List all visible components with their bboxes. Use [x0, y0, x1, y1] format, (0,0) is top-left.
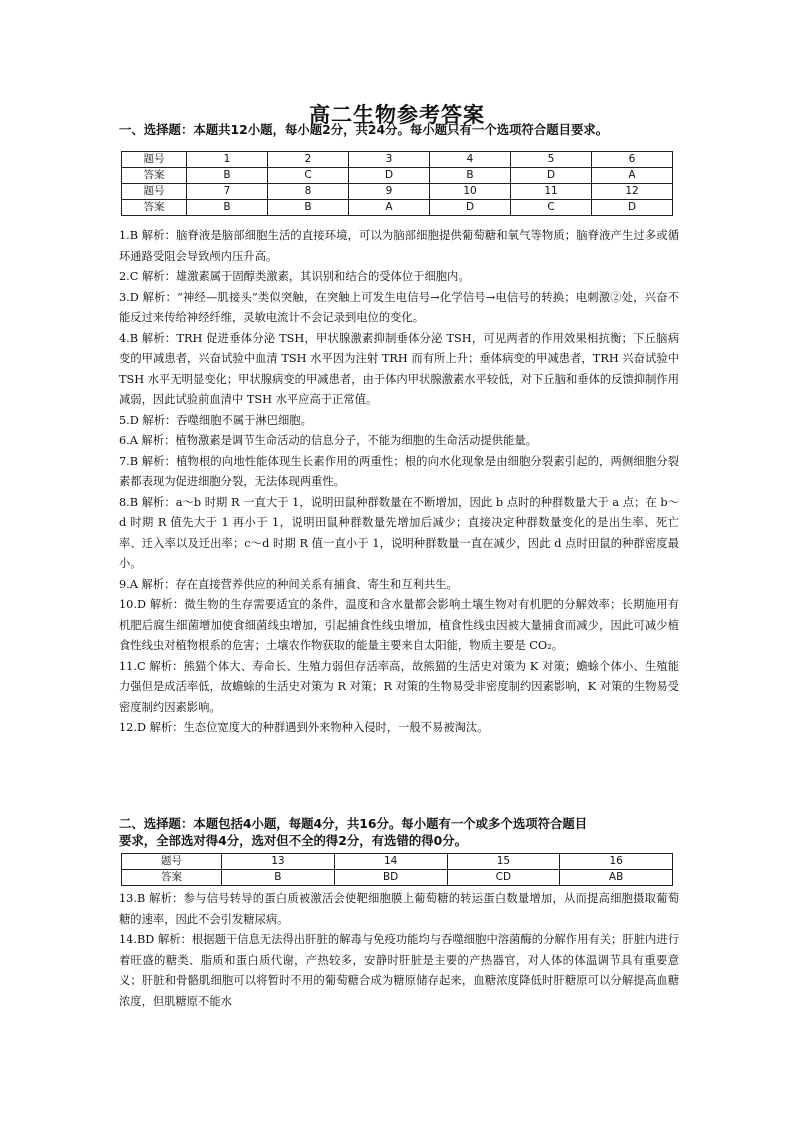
explanation-item: 11.C 解析：熊猫个体大、寿命长、生殖力弱但存活率高，故熊猫的生活史对策为 K 对策；蟾蜍个体小、生殖能力强但是成活率低，故蟾蜍的生活史对策为 R 对策；R 对策的生物易受非密度制约因素影响，K 对策的生物易受密度制约因素影响。	[119, 659, 679, 714]
explanation-item: 12.D 解析：生态位宽度大的种群遇到外来物种入侵时，一般不易被淘汰。	[119, 721, 489, 734]
table-cell: B	[187, 200, 268, 216]
explanation-item: 3.D 解析：“神经—肌接头”类似突触，在突触上可发生电信号→化学信号→电信号的转换；电刺激②处，兴奋不能反过来传给神经纤维，灵敏电流计不会记录到电位的变化。	[119, 290, 679, 324]
table-row	[122, 200, 673, 216]
table-cell: 8	[268, 184, 349, 200]
table-cell: 3	[349, 152, 430, 168]
table-cell: C	[511, 200, 592, 216]
table-cell: 题号	[122, 152, 187, 168]
explanation-item: 4.B 解析：TRH 促进垂体分泌 TSH，甲状腺激素抑制垂体分泌 TSH，可见两者的作用效果相抗衡；下丘脑病变的甲减患者，兴奋试验中血清 TSH 水平因为注射 TRH 而有所上升；垂体病变的甲减患者，TRH 兴奋试验中 TSH 水平无明显变化；甲状腺病变的甲减患者，由于体内甲状腺激素水平较低，对下丘脑和垂体的反馈抑制作用减弱，因此试验前血清中 TSH 水平应高于正常值。	[119, 331, 679, 406]
section1-explanations	[119, 226, 679, 739]
table-cell: D	[430, 200, 511, 216]
table-cell: 10	[430, 184, 511, 200]
table-cell: D	[592, 200, 673, 216]
table-cell: 7	[187, 184, 268, 200]
table-cell: D	[349, 168, 430, 184]
table-row	[122, 168, 673, 184]
table-row	[122, 184, 673, 200]
table-cell: A	[592, 168, 673, 184]
table-row	[122, 152, 673, 168]
table-cell: BD	[334, 870, 447, 886]
table-cell: B	[187, 168, 268, 184]
table-cell: 15	[447, 854, 560, 870]
section2-answer-table	[121, 853, 673, 886]
table-cell: 12	[592, 184, 673, 200]
section1-heading: 一、选择题：本题共12小题，每小题2分，共24分。每小题只有一个选项符合题目要求。	[119, 122, 609, 137]
explanation-item: 13.B 解析：参与信号转导的蛋白质被激活会使靶细胞膜上葡萄糖的转运蛋白数量增加，从而提高细胞摄取葡萄糖的速率，因此不会引发糖尿病。	[119, 892, 679, 926]
section2-explanations	[119, 889, 679, 1012]
section2-heading-line2: 要求，全部选对得4分，选对但不全的得2分，有选错的得0分。	[119, 833, 468, 848]
table-cell: D	[511, 168, 592, 184]
table-cell: 题号	[122, 184, 187, 200]
table-cell: 答案	[122, 200, 187, 216]
table-row	[122, 854, 673, 870]
explanation-item: 14.BD 解析：根据题干信息无法得出肝脏的解毒与免疫功能均与吞噬细胞中溶菌酶的分解作用有关；肝脏内进行着旺盛的糖类、脂质和蛋白质代谢，产热较多，安静时肝脏是主要的产热器官，对人体的体温调节具有重要意义；肝脏和骨骼肌细胞可以将暂时不用的葡萄糖合成为糖原储存起来，血糖浓度降低时肝糖原可以分解提高血糖浓度，但肌糖原不能水	[119, 933, 679, 1008]
table-cell: 11	[511, 184, 592, 200]
table-cell: A	[349, 200, 430, 216]
section1-answer-table	[121, 151, 673, 216]
table-cell: 9	[349, 184, 430, 200]
explanation-item: 1.B 解析：脑脊液是脑部细胞生活的直接环境，可以为脑部细胞提供葡萄糖和氧气等物质；脑脊液产生过多或循环通路受阻会导致颅内压升高。	[119, 229, 679, 263]
table-cell: 4	[430, 152, 511, 168]
table-cell: 16	[560, 854, 673, 870]
explanation-item: 10.D 解析：微生物的生存需要适宜的条件，温度和含水量都会影响土壤生物对有机肥的分解效率；长期施用有机肥后腐生细菌增加使食细菌线虫增加，引起捕食性线虫增加，植食性线虫因被大量捕食而减少，因此可减少植食性线虫对植物根系的危害；土壤农作物获取的能量主要来自太阳能，物质主要是 CO₂。	[119, 598, 679, 652]
table-cell: B	[430, 168, 511, 184]
table-cell: C	[268, 168, 349, 184]
table-cell: 13	[222, 854, 335, 870]
explanation-item: 7.B 解析：植物根的向地性能体现生长素作用的两重性；根的向水化现象是由细胞分裂素引起的，两侧细胞分裂素都表现为促进细胞分裂，无法体现两重性。	[119, 454, 679, 488]
explanation-item: 5.D 解析：吞噬细胞不属于淋巴细胞。	[119, 413, 312, 427]
table-cell: B	[268, 200, 349, 216]
table-cell: 2	[268, 152, 349, 168]
explanation-item: 2.C 解析：雄激素属于固醇类激素，其识别和结合的受体位于细胞内。	[119, 270, 470, 283]
explanation-item: 8.B 解析：a～b 时期 R 一直大于 1，说明田鼠种群数量在不断增加，因此 b 点时的种群数量大于 a 点；在 b～d 时期 R 值先大于 1 再小于 1，说明田鼠种群数量先增加后减少；直接决定种群数量变化的是出生率、死亡率、迁入率以及迁出率；c～d 时期 R 值一直小于 1，说明种群数量一直在减少，因此 d 点时田鼠的种群密度最小。	[119, 495, 679, 570]
table-row	[122, 870, 673, 886]
table-cell: 答案	[122, 168, 187, 184]
table-cell: 1	[187, 152, 268, 168]
table-cell: B	[222, 870, 335, 886]
explanation-item: 6.A 解析：植物激素是调节生命活动的信息分子，不能为细胞的生命活动提供能量。	[119, 434, 537, 447]
section2-heading-line1: 二、选择题：本题包括4小题，每题4分，共16分。每小题有一个或多个选项符合题目	[119, 816, 588, 831]
table-cell: 5	[511, 152, 592, 168]
table-cell: AB	[560, 870, 673, 886]
table-cell: CD	[447, 870, 560, 886]
table-cell: 14	[334, 854, 447, 870]
table-cell: 题号	[122, 854, 222, 870]
table-cell: 6	[592, 152, 673, 168]
explanation-item: 9.A 解析：存在直接营养供应的种间关系有捕食、寄生和互利共生。	[119, 577, 458, 591]
table-cell: 答案	[122, 870, 222, 886]
page-title: 高二生物参考答案	[309, 103, 485, 127]
